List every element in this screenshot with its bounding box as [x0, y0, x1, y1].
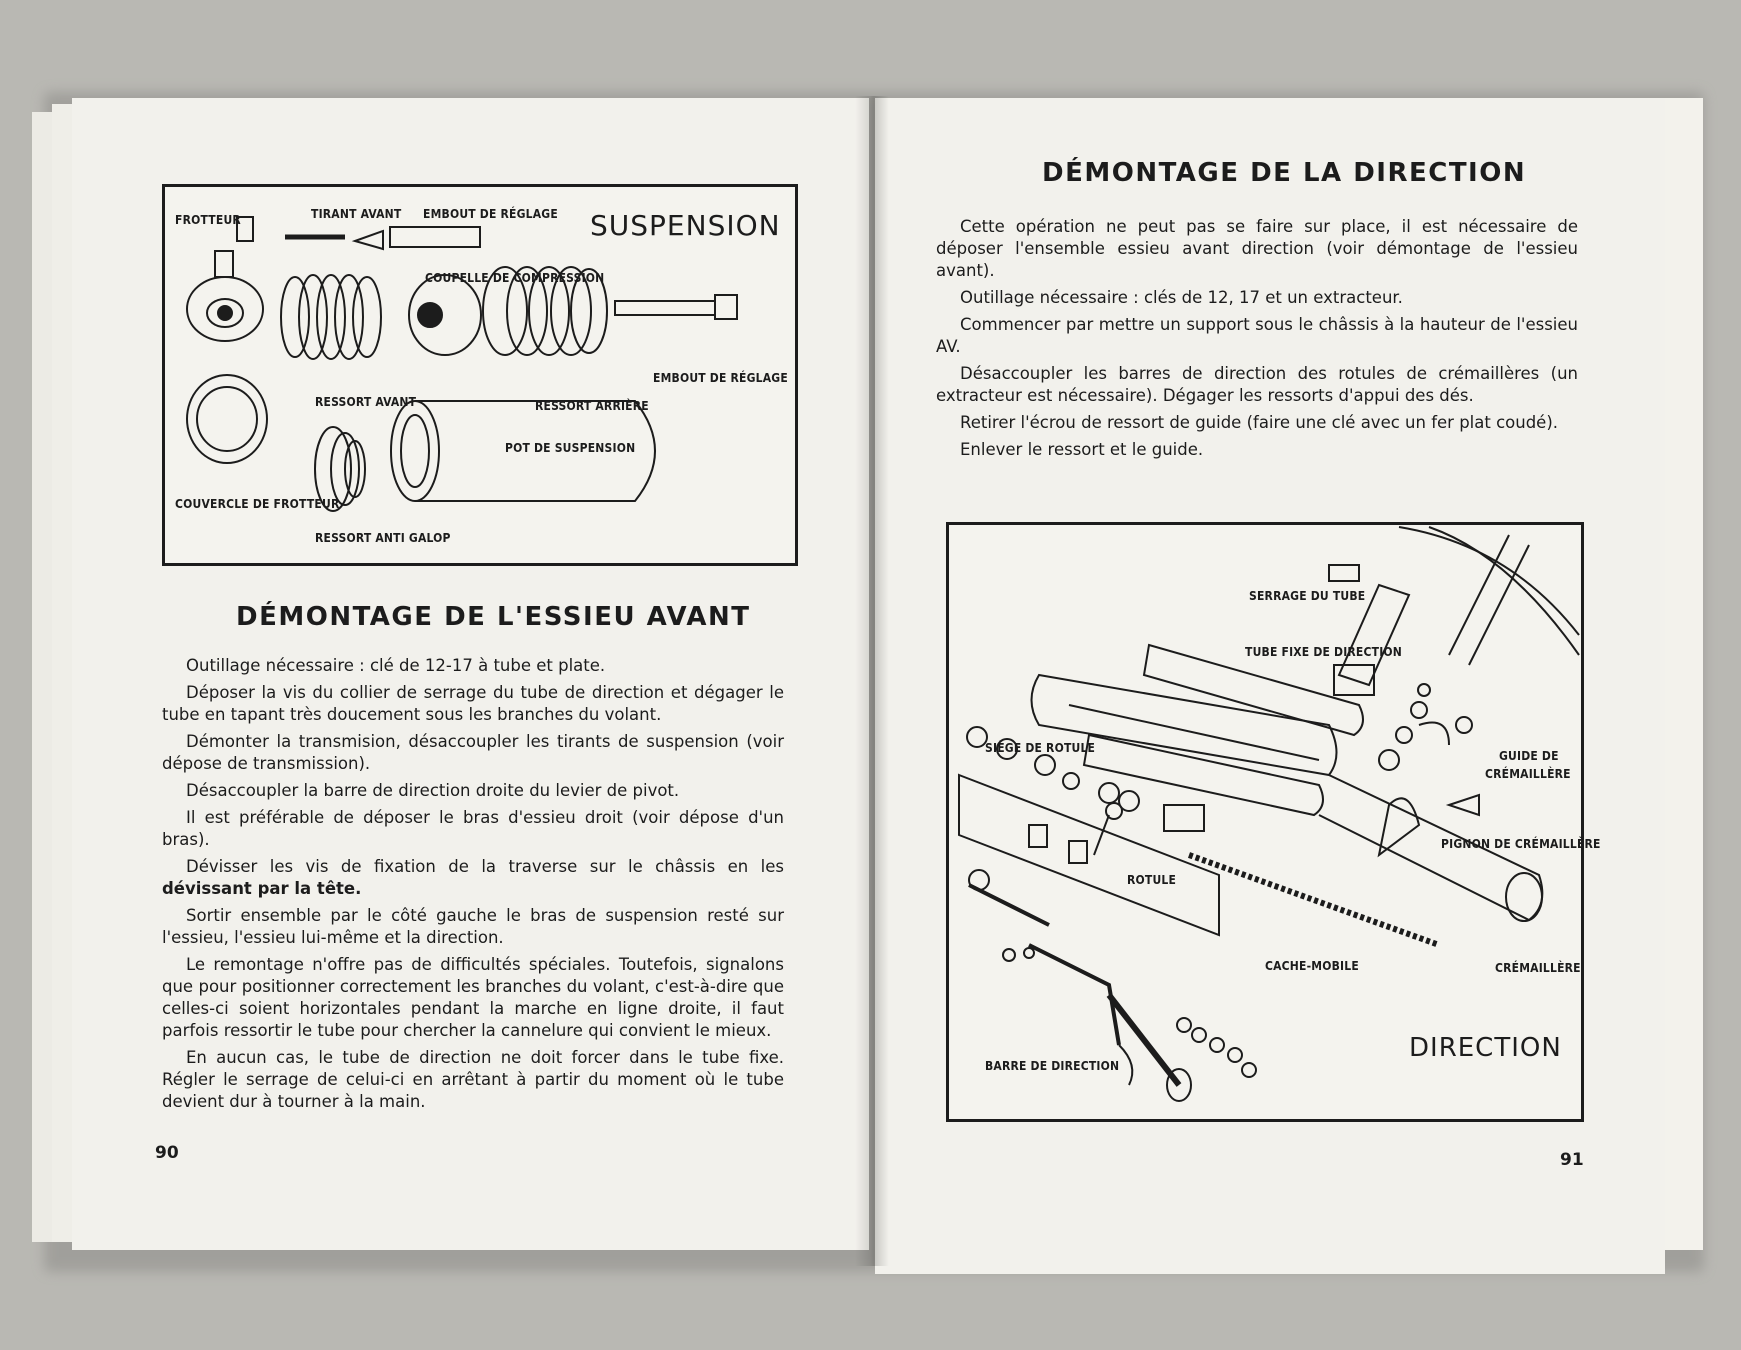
label-ressort-arriere: RESSORT ARRIÈRE: [535, 399, 649, 413]
paragraph: Sortir ensemble par le côté gauche le bras de suspension resté sur l'essieu, l'essieu lui-même et la direction.: [162, 906, 784, 947]
label-embout-reglage-right: EMBOUT DE RÉGLAGE: [653, 371, 788, 385]
label-rotule: ROTULE: [1127, 873, 1177, 887]
page-number-right: 91: [1560, 1150, 1584, 1170]
label-pignon: PIGNON DE CRÉMAILLÈRE: [1441, 837, 1601, 851]
paragraph: Démonter la transmision, désaccoupler les tirants de suspension (voir dépose de transmission).: [162, 732, 784, 773]
label-ressort-avant: RESSORT AVANT: [315, 395, 417, 409]
label-serrage-tube: SERRAGE DU TUBE: [1249, 589, 1366, 603]
left-body-text: [162, 655, 784, 1118]
paragraph: Commencer par mettre un support sous le châssis à la hauteur de l'essieu AV.: [936, 315, 1578, 356]
paragraph: Outillage nécessaire : clés de 12, 17 et un extracteur.: [960, 288, 1403, 307]
figure-title-suspension: SUSPENSION: [590, 209, 781, 242]
right-body-text: [936, 216, 1578, 466]
label-embout-reglage-top: EMBOUT DE RÉGLAGE: [423, 207, 558, 221]
label-frotteur: FROTTEUR: [175, 213, 241, 227]
label-guide-l2: CRÉMAILLÈRE: [1485, 767, 1571, 781]
paragraph-fixation-bold: dévissant par la tête.: [162, 879, 362, 898]
label-tube-fixe: TUBE FIXE DE DIRECTION: [1245, 645, 1403, 659]
label-tirant-avant: TIRANT AVANT: [311, 207, 402, 221]
label-cremaillere: CRÉMAILLÈRE: [1495, 961, 1581, 975]
suspension-figure: [162, 184, 798, 566]
book-gutter: [855, 96, 889, 1266]
label-guide-l1: GUIDE DE: [1499, 749, 1559, 763]
paragraph: Déposer la vis du collier de serrage du tube de direction et dégager le tube en tapant très doucement sous les branches du volant.: [162, 683, 784, 724]
label-cache-mobile: CACHE-MOBILE: [1265, 959, 1359, 973]
heading-essieu-avant: DÉMONTAGE DE L'ESSIEU AVANT: [236, 602, 751, 632]
page-number-left: 90: [155, 1143, 179, 1163]
label-pot-suspension: POT DE SUSPENSION: [505, 441, 636, 455]
paragraph-fixation: [162, 856, 784, 900]
paragraph: Le remontage n'offre pas de difficultés spéciales. Toutefois, signalons que pour positionner correctement les branches du volant, c'est-à-dire que celles-ci soient horizontales pendant la marche en ligne droite, il faut parfois ressortir le tube pour chercher la cannelure qui convient le mieux.: [162, 955, 784, 1040]
paragraph-fixation-text: Dévisser les vis de fixation de la traverse sur le châssis en les: [186, 857, 784, 876]
label-coupelle: COUPELLE DE COMPRESSION: [425, 271, 605, 285]
direction-drawing: [949, 525, 1581, 1119]
label-barre-direction: BARRE DE DIRECTION: [985, 1059, 1120, 1073]
figure-title-direction: DIRECTION: [1409, 1033, 1562, 1063]
paragraph: Il est préférable de déposer le bras d'essieu droit (voir dépose d'un bras).: [162, 808, 784, 849]
paragraph: Désaccoupler la barre de direction droite du levier de pivot.: [186, 781, 680, 800]
paragraph: Cette opération ne peut pas se faire sur place, il est nécessaire de déposer l'ensemble essieu avant direction (voir démontage de l'essieu avant).: [936, 217, 1578, 280]
paragraph: Outillage nécessaire : clé de 12-17 à tube et plate.: [186, 656, 606, 675]
direction-figure: [946, 522, 1601, 1122]
heading-direction: DÉMONTAGE DE LA DIRECTION: [1042, 158, 1527, 188]
paragraph: En aucun cas, le tube de direction ne doit forcer dans le tube fixe. Régler le serrage de celui-ci en arrêtant à partir du moment où le tube devient dur à tourner à la main.: [162, 1048, 784, 1111]
paragraph: Enlever le ressort et le guide.: [960, 440, 1204, 459]
label-siege-rotule: SIÈGE DE ROTULE: [985, 741, 1096, 755]
label-ressort-anti-galop: RESSORT ANTI GALOP: [315, 531, 451, 545]
label-couvercle-frotteur: COUVERCLE DE FROTTEUR: [175, 497, 340, 511]
paragraph: Désaccoupler les barres de direction des rotules de crémaillères (un extracteur est nécessaire). Dégager les ressorts d'appui des dés.: [936, 364, 1578, 405]
paragraph: Retirer l'écrou de ressort de guide (faire une clé avec un fer plat coudé).: [960, 413, 1559, 432]
